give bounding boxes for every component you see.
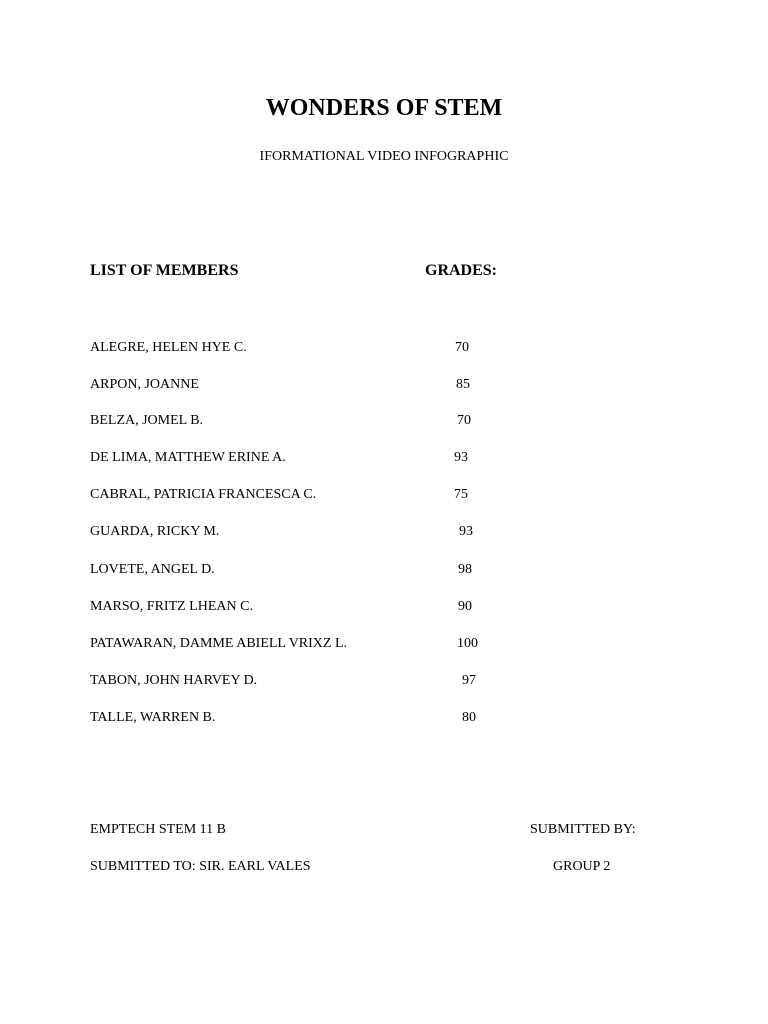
member-name: TALLE, WARREN B. xyxy=(90,710,216,725)
group-name: GROUP 2 xyxy=(553,859,611,874)
member-row xyxy=(0,448,768,468)
member-grade: 100 xyxy=(457,636,478,651)
member-grade: 85 xyxy=(456,377,470,392)
member-name: LOVETE, ANGEL D. xyxy=(90,562,215,577)
member-grade: 70 xyxy=(455,340,469,355)
document-title: WONDERS OF STEM xyxy=(265,95,503,121)
members-column-header: LIST OF MEMBERS xyxy=(90,262,239,279)
grades-column-header: GRADES: xyxy=(425,262,498,279)
member-name: MARSO, FRITZ LHEAN C. xyxy=(90,599,253,614)
member-row xyxy=(0,411,768,431)
member-grade: 93 xyxy=(454,450,468,465)
member-name: ALEGRE, HELEN HYE C. xyxy=(90,340,247,355)
member-row xyxy=(0,671,768,691)
member-grade: 98 xyxy=(458,562,472,577)
member-name: CABRAL, PATRICIA FRANCESCA C. xyxy=(90,487,317,502)
member-name: TABON, JOHN HARVEY D. xyxy=(90,673,258,688)
member-name: BELZA, JOMEL B. xyxy=(90,413,204,428)
member-grade: 97 xyxy=(462,673,476,688)
member-row xyxy=(0,338,768,358)
member-row xyxy=(0,375,768,395)
member-grade: 80 xyxy=(462,710,476,725)
member-name: DE LIMA, MATTHEW ERINE A. xyxy=(90,450,286,465)
member-grade: 75 xyxy=(454,487,468,502)
member-grade: 93 xyxy=(459,524,473,539)
member-grade: 90 xyxy=(458,599,472,614)
member-row xyxy=(0,708,768,728)
submitted-by-label: SUBMITTED BY: xyxy=(530,822,636,837)
member-row xyxy=(0,560,768,580)
document-subtitle: IFORMATIONAL VIDEO INFOGRAPHIC xyxy=(259,149,509,164)
member-row xyxy=(0,522,768,542)
member-name: ARPON, JOANNE xyxy=(90,377,199,392)
member-name: PATAWARAN, DAMME ABIELL VRIXZ L. xyxy=(90,636,348,651)
member-row xyxy=(0,597,768,617)
submitted-to: SUBMITTED TO: SIR. EARL VALES xyxy=(90,859,311,874)
member-row xyxy=(0,634,768,654)
member-row xyxy=(0,485,768,505)
class-name: EMPTECH STEM 11 B xyxy=(90,822,226,837)
member-name: GUARDA, RICKY M. xyxy=(90,524,220,539)
member-grade: 70 xyxy=(457,413,471,428)
